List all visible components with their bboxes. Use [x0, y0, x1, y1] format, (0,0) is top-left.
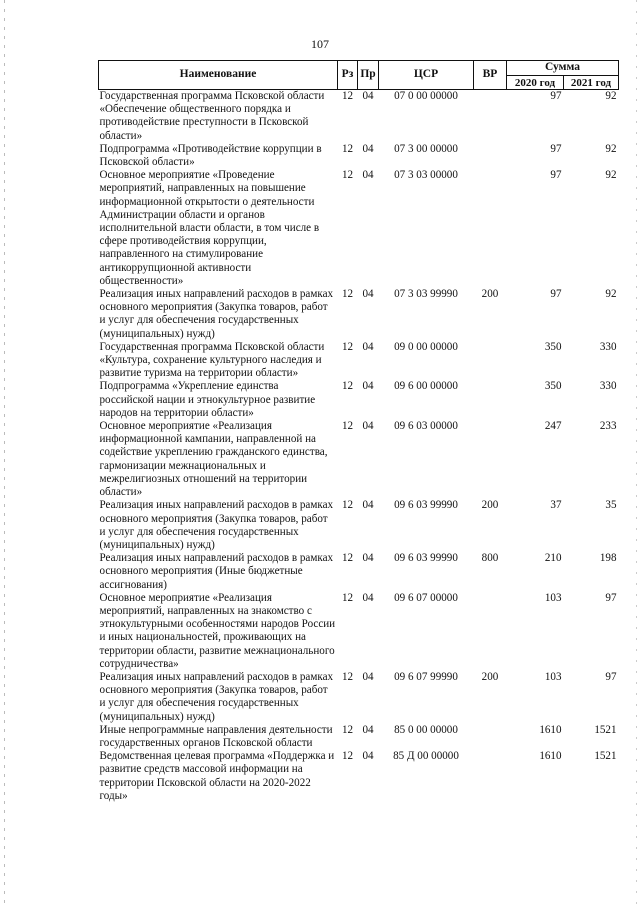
- cell-vr: 800: [481, 552, 499, 565]
- cell-rz: 12: [341, 670, 354, 683]
- cell-pr: 04: [362, 380, 374, 393]
- cell-name: Реализация иных направлений расходов в рамках основного мероприятия (Иные бюджетные ассигнования): [99, 552, 334, 591]
- table-row: [99, 592, 619, 671]
- cell-2020: 97: [550, 90, 562, 102]
- table-row: [99, 341, 619, 381]
- cell-rz: 12: [341, 591, 354, 604]
- cell-2021: 97: [605, 670, 617, 683]
- cell-2021: 92: [605, 169, 617, 182]
- cell-csr: 07 0 00 00000: [394, 90, 458, 102]
- header-name: Наименование: [99, 61, 338, 90]
- cell-2020: 97: [550, 169, 562, 182]
- cell-csr: 07 3 03 00000: [394, 169, 458, 182]
- cell-name: Иные непрограммные направления деятельности государственных органов Псковской области: [99, 723, 333, 749]
- cell-2020: 1610: [539, 750, 562, 763]
- page-number: 107: [311, 37, 329, 51]
- cell-2021: 198: [599, 552, 617, 565]
- cell-name: Государственная программа Псковской области «Обеспечение общественного порядка и противодействие преступности в Псковской области»: [99, 90, 325, 142]
- cell-pr: 04: [362, 90, 374, 102]
- cell-pr: 04: [362, 340, 374, 353]
- cell-rz: 12: [341, 380, 354, 393]
- header-year-2021: 2021 год: [564, 76, 619, 90]
- header-sum: Сумма: [507, 61, 619, 76]
- cell-pr: 04: [362, 591, 374, 604]
- cell-pr: 04: [362, 723, 374, 736]
- budget-table: [98, 60, 619, 803]
- header-rz: Рз: [338, 61, 358, 90]
- header-year-2020: 2020 год: [507, 76, 564, 90]
- cell-name: Реализация иных направлений расходов в рамках основного мероприятия (Закупка товаров, работ и услуг для обеспечения государственных (муниципальных) нужд): [99, 288, 334, 340]
- cell-pr: 04: [362, 670, 374, 683]
- cell-pr: 04: [362, 169, 374, 182]
- cell-vr: [474, 90, 507, 143]
- table-row: [99, 90, 619, 143]
- cell-vr: [474, 420, 507, 499]
- table-row: [99, 288, 619, 341]
- table-row: [99, 750, 619, 803]
- cell-vr: [474, 169, 507, 288]
- cell-vr: [474, 341, 507, 381]
- cell-rz: 12: [341, 169, 354, 182]
- cell-pr: 04: [362, 552, 374, 565]
- cell-2020: 350: [544, 380, 562, 393]
- scan-edge-right: [636, 0, 637, 905]
- cell-2021: 97: [605, 591, 617, 604]
- cell-2021: 330: [599, 340, 617, 353]
- header-csr: ЦСР: [379, 61, 474, 90]
- cell-name: Основное мероприятие «Проведение мероприятий, направленных на повышение информационной открытости о деятельности Администрации области и органов исполнительной власти области, в том числе в сфере противодействия коррупции, направленного на стимулирование антикоррупционной активности общественности»: [99, 169, 320, 287]
- scan-edge-left: [4, 0, 5, 905]
- cell-rz: 12: [341, 142, 354, 155]
- cell-vr: 200: [481, 288, 499, 301]
- cell-csr: 09 6 03 00000: [394, 420, 458, 433]
- table-row: [99, 143, 619, 169]
- cell-2020: 37: [550, 499, 562, 512]
- cell-2020: 350: [544, 340, 562, 353]
- header-vr: ВР: [474, 61, 507, 90]
- cell-2021: 1521: [594, 723, 617, 736]
- cell-csr: 09 6 07 00000: [394, 591, 458, 604]
- table-row: [99, 380, 619, 420]
- table-row: [99, 671, 619, 724]
- cell-csr: 09 0 00 00000: [394, 340, 458, 353]
- cell-name: Основное мероприятие «Реализация информационной кампании, направленной на содействие укреплению гражданского единства, гармонизации межнациональных и межрелигиозных отношений на территории области»: [99, 420, 328, 499]
- cell-vr: [474, 724, 507, 750]
- cell-vr: [474, 592, 507, 671]
- cell-pr: 04: [362, 420, 374, 433]
- cell-name: Основное мероприятие «Реализация мероприятий, направленных на знакомство с этнокультурными особенностями народов России и иных национальностей, проживающих на территории области, развитие межнационального сотрудничества»: [99, 591, 336, 670]
- cell-vr: 200: [481, 670, 499, 683]
- cell-2021: 92: [605, 288, 617, 301]
- cell-2020: 210: [544, 552, 562, 565]
- cell-name: Реализация иных направлений расходов в рамках основного мероприятия (Закупка товаров, работ и услуг для обеспечения государственных (муниципальных) нужд): [99, 670, 334, 723]
- cell-2020: 97: [550, 288, 562, 301]
- cell-rz: 12: [341, 288, 354, 301]
- cell-2021: 35: [605, 499, 617, 512]
- cell-csr: 09 6 03 99990: [394, 499, 458, 512]
- table-row: [99, 420, 619, 499]
- cell-2021: 330: [599, 380, 617, 393]
- table-row: [99, 552, 619, 592]
- cell-pr: 04: [362, 750, 374, 763]
- cell-vr: [474, 380, 507, 420]
- cell-pr: 04: [362, 499, 374, 512]
- table-row: [99, 169, 619, 288]
- cell-2020: 103: [544, 591, 562, 604]
- cell-rz: 12: [341, 723, 354, 736]
- table-row: [99, 499, 619, 552]
- cell-rz: 12: [341, 340, 354, 353]
- cell-csr: 09 6 07 99990: [394, 670, 458, 683]
- cell-2021: 233: [599, 420, 617, 433]
- cell-csr: 09 6 00 00000: [394, 380, 458, 393]
- cell-csr: 85 0 00 00000: [394, 723, 458, 736]
- cell-rz: 12: [341, 552, 354, 565]
- cell-vr: [474, 750, 507, 803]
- cell-csr: 07 3 03 99990: [394, 288, 458, 301]
- table-row: [99, 724, 619, 750]
- cell-vr: 200: [481, 499, 499, 512]
- cell-2020: 247: [544, 420, 562, 433]
- cell-2020: 103: [544, 670, 562, 683]
- cell-name: Ведомственная целевая программа «Поддержка и развитие средств массовой информации на территории Псковской области на 2020-2022 годы»: [99, 750, 335, 802]
- cell-name: Государственная программа Псковской области «Культура, сохранение культурного наследия и развитие туризма на территории области»: [99, 340, 325, 380]
- cell-csr: 09 6 03 99990: [394, 552, 458, 565]
- cell-2021: 1521: [594, 750, 617, 763]
- cell-pr: 04: [362, 288, 374, 301]
- cell-rz: 12: [341, 420, 354, 433]
- header-pr: Пр: [358, 61, 379, 90]
- cell-pr: 04: [362, 142, 374, 155]
- cell-2020: 97: [550, 142, 562, 155]
- cell-rz: 12: [341, 499, 354, 512]
- cell-name: Подпрограмма «Укрепление единства российской нации и этнокультурное развитие народов на территории области»: [99, 380, 316, 419]
- cell-name: Подпрограмма «Противодействие коррупции в Псковской области»: [99, 142, 322, 169]
- cell-rz: 12: [341, 750, 354, 763]
- cell-name: Реализация иных направлений расходов в рамках основного мероприятия (Закупка товаров, работ и услуг для обеспечения государственных (муниципальных) нужд): [99, 499, 334, 551]
- cell-2021: 92: [605, 142, 617, 155]
- cell-csr: 85 Д 00 00000: [393, 750, 459, 763]
- cell-rz: 12: [341, 90, 354, 102]
- cell-vr: [474, 143, 507, 169]
- cell-csr: 07 3 00 00000: [394, 142, 458, 155]
- cell-2021: 92: [605, 90, 617, 102]
- cell-2020: 1610: [539, 723, 562, 736]
